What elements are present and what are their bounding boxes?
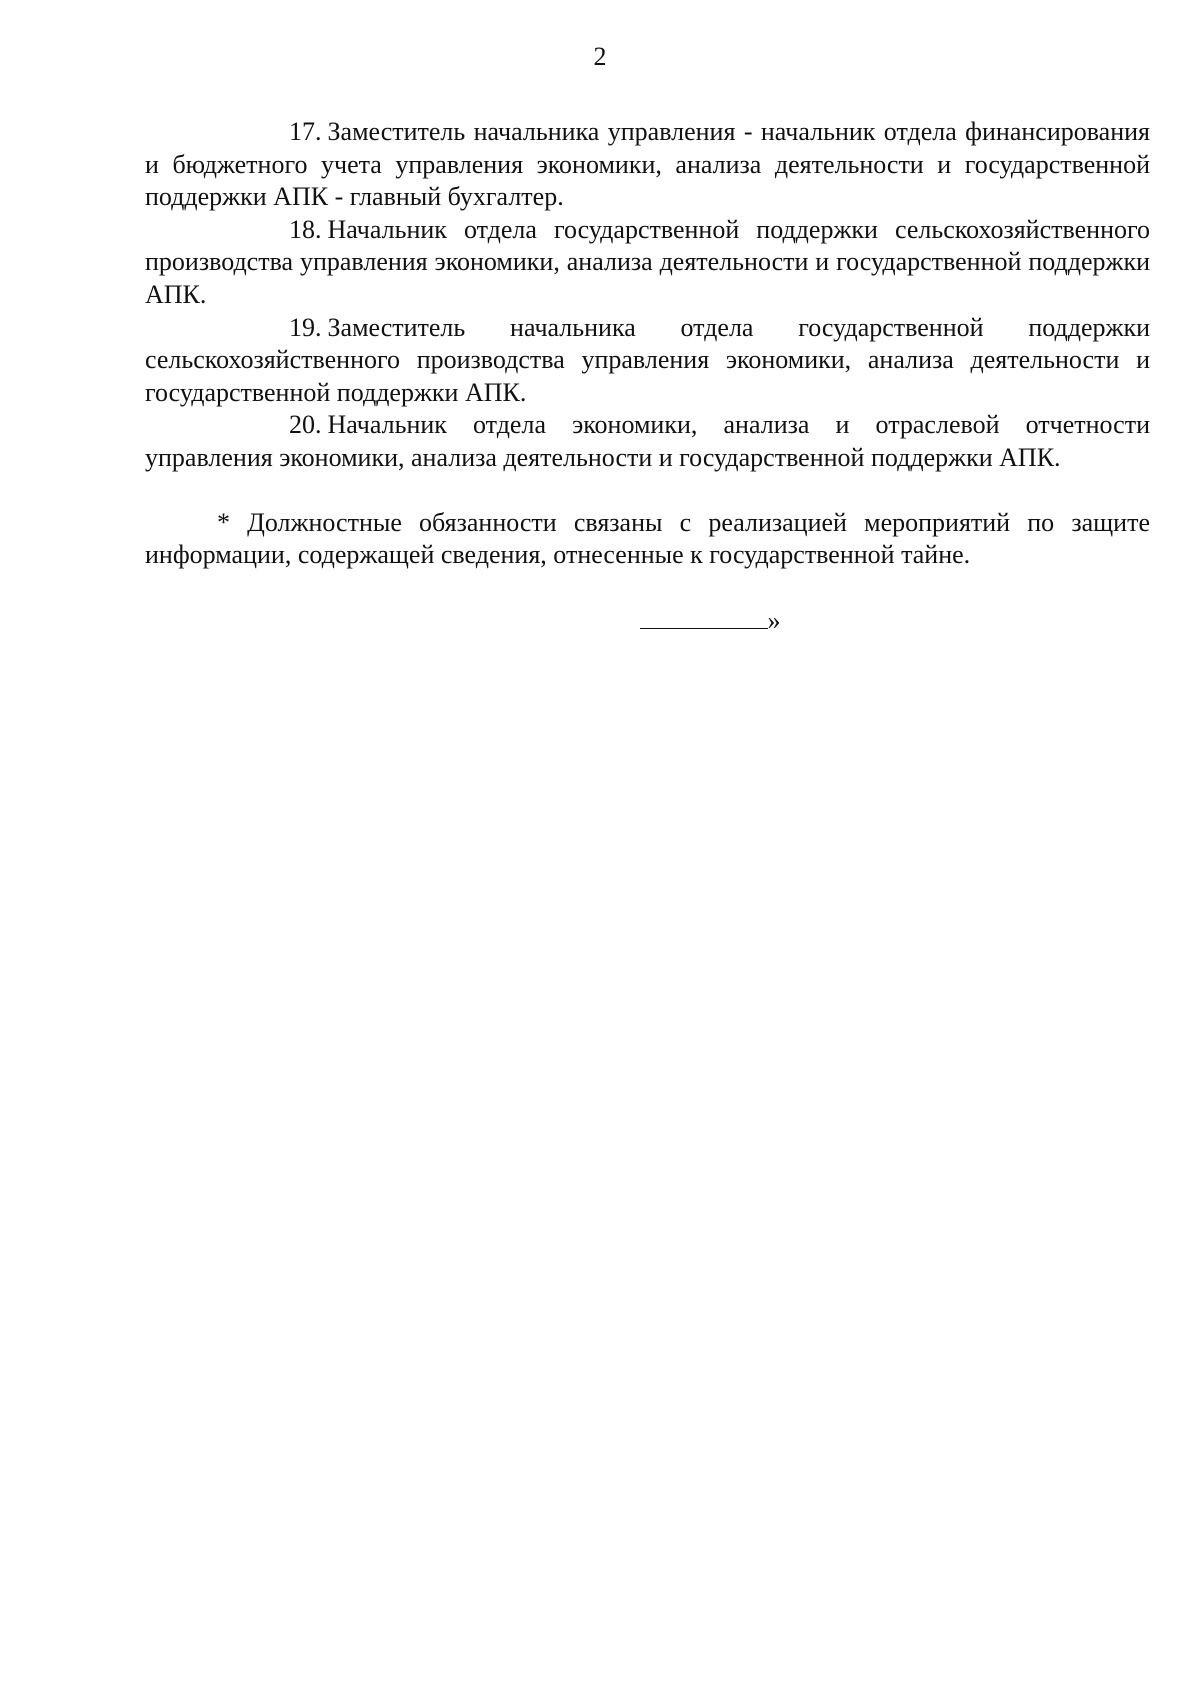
list-item-number: 17.	[289, 117, 322, 146]
list-item-19	[145, 312, 1150, 410]
list-item-text: Заместитель начальника управления - начальник отдела финансирования и бюджетного учета управления экономики, анализа деятельности и государственной поддержки АПК - главный бухгалтер.	[145, 117, 1150, 212]
list-item-number: 18.	[289, 214, 322, 244]
list-item-18	[145, 214, 1150, 312]
closing-quote: »	[767, 605, 781, 635]
list-item-text: Начальник отдела государственной поддержки сельскохозяйственного производства управления экономики, анализа деятельности и государственной поддержки АПК.	[145, 214, 1150, 309]
document-body	[145, 116, 1150, 637]
list-item-20	[145, 409, 1150, 474]
list-item-text: Начальник отдела экономики, анализа и отраслевой отчетности управления экономики, анализа деятельности и государственной поддержки АПК.	[145, 410, 1150, 472]
footnote: * Должностные обязанности связаны с реализацией мероприятий по защите информации, содержащей сведения, отнесенные к государственной тайне.	[145, 507, 1150, 570]
list-item-17	[145, 116, 1150, 214]
end-mark	[145, 604, 1150, 638]
list-item-text: Заместитель начальника отдела государственной поддержки сельскохозяйственного производства управления экономики, анализа деятельности и государственной поддержки АПК.	[145, 312, 1150, 407]
list-item-number: 19.	[289, 312, 322, 342]
list-item-number: 20.	[289, 410, 322, 440]
page-number: 2	[593, 42, 607, 71]
end-divider-line	[640, 604, 768, 629]
